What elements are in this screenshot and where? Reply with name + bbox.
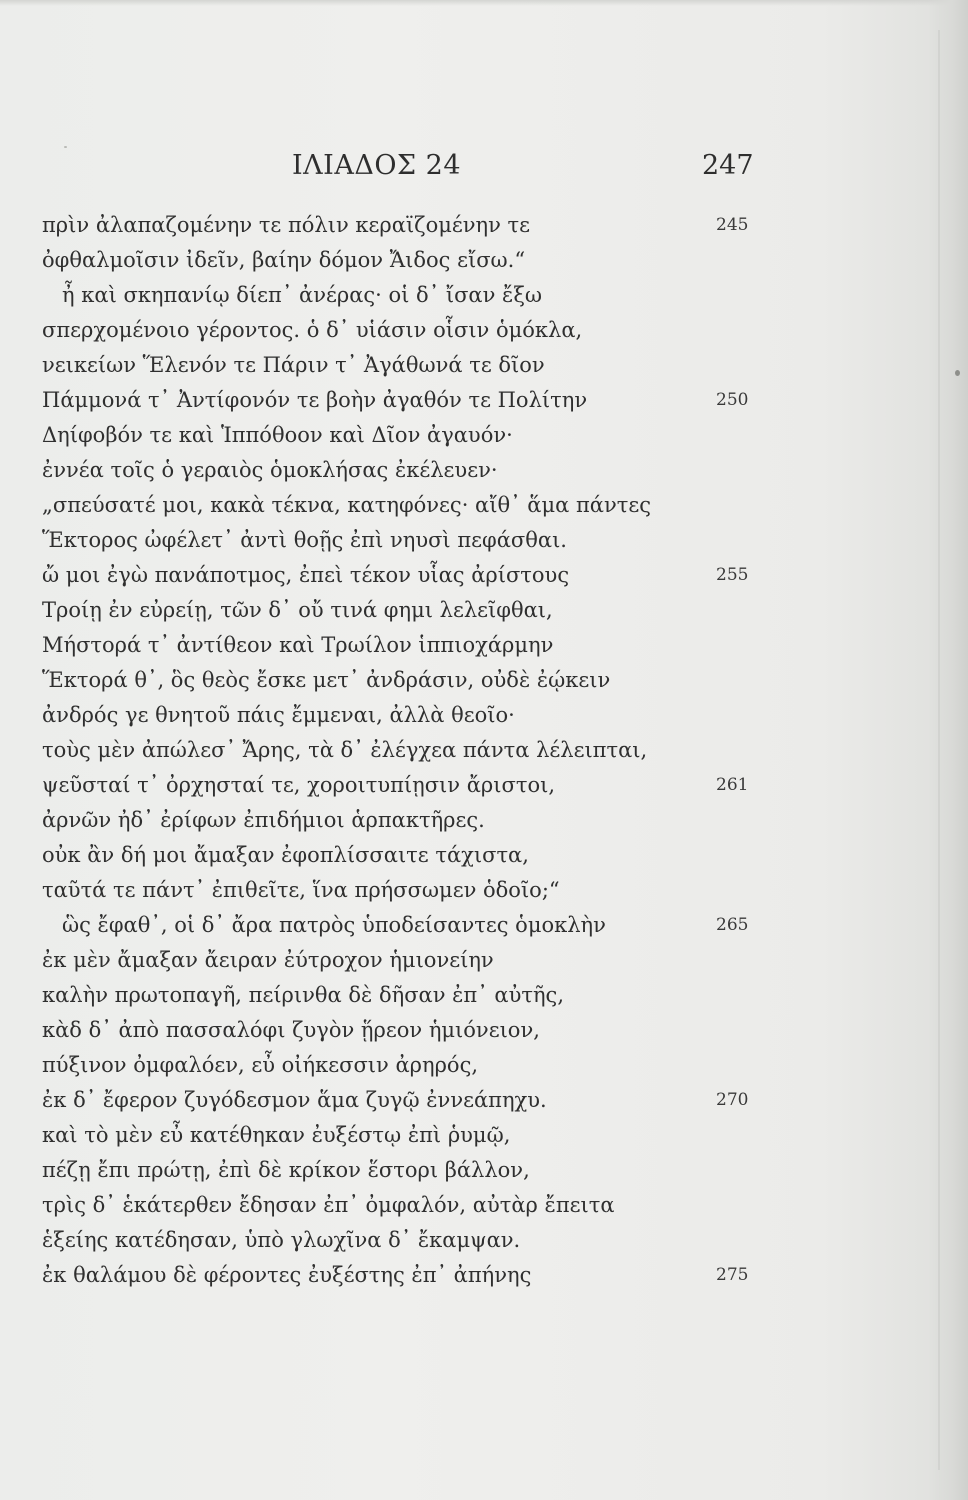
page-header <box>0 150 968 186</box>
line-number: 265 <box>716 915 749 935</box>
verse-line <box>42 733 902 768</box>
verse-text: Μήστορά τ᾽ ἀντίθεον καὶ Τρωίλον ἱππιοχάρμην <box>42 633 554 657</box>
verse-text: Ἕκτορος ὠφέλετ᾽ ἀντὶ θοῇς ἐπὶ νηυσὶ πεφάσθαι. <box>42 528 567 552</box>
verse-text: ἐκ μὲν ἄμαξαν ἄειραν ἐύτροχον ἡμιονείην <box>42 948 494 972</box>
verse-text: καλὴν πρωτοπαγῆ, πείρινθα δὲ δῆσαν ἐπ᾽ αὐτῆς, <box>42 983 564 1007</box>
verse-text: ταῦτά τε πάντ᾽ ἐπιθεῖτε, ἵνα πρήσσωμεν ὁδοῖο;“ <box>42 878 560 902</box>
verse-text: κὰδ δ᾽ ἀπὸ πασσαλόφι ζυγὸν ᾕρεον ἡμιόνειον, <box>42 1018 540 1042</box>
line-number: 245 <box>716 215 749 235</box>
verse-text: σπερχομένοιο γέροντος. ὁ δ᾽ υἱάσιν οἷσιν ὁμόκλα, <box>42 318 583 342</box>
verse-text: καὶ τὸ μὲν εὖ κατέθηκαν ἐυξέστῳ ἐπὶ ῥυμῷ, <box>42 1123 511 1147</box>
verse-line <box>42 698 902 733</box>
verse-line <box>42 1048 902 1083</box>
page-top-edge <box>0 0 968 6</box>
verse-text: πέζῃ ἔπι πρώτῃ, ἐπὶ δὲ κρίκον ἕστορι βάλλον, <box>42 1158 530 1182</box>
verse-line <box>42 348 902 383</box>
verse-text: ψεῦσταί τ᾽ ὀρχησταί τε, χοροιτυπίῃσιν ἄριστοι, <box>42 773 556 797</box>
verse-line <box>42 873 902 908</box>
verse-text: τοὺς μὲν ἀπώλεσ᾽ Ἄρης, τὰ δ᾽ ἐλέγχεα πάντα λέλειπται, <box>42 738 648 762</box>
verse-text: ἑξείης κατέδησαν, ὑπὸ γλωχῖνα δ᾽ ἔκαμψαν. <box>42 1228 521 1252</box>
verse-text: οὐκ ἂν δή μοι ἄμαξαν ἐφοπλίσσαιτε τάχιστα, <box>42 843 529 867</box>
verse-line <box>42 383 902 418</box>
verse-text: ἦ καὶ σκηπανίῳ δίεπ᾽ ἀνέρας· οἱ δ᾽ ἴσαν ἔξω <box>62 283 543 307</box>
verse-line <box>42 803 902 838</box>
verse-text: Δηίφοβόν τε καὶ Ἱππόθοον καὶ Δῖον ἀγαυόν· <box>42 423 513 447</box>
verse-text: ἀρνῶν ἠδ᾽ ἐρίφων ἐπιδήμιοι ἁρπακτῆρες. <box>42 808 485 832</box>
verse-line <box>42 768 902 803</box>
verse-line <box>42 453 902 488</box>
verse-text: ἐννέα τοῖς ὁ γεραιὸς ὁμοκλήσας ἐκέλευεν· <box>42 458 498 482</box>
page-right-edge <box>928 0 968 1500</box>
verse-line <box>42 1258 902 1293</box>
verse-line <box>42 978 902 1013</box>
verse-text: ὀφθαλμοῖσιν ἰδεῖν, βαίην δόμον Ἄιδος εἴσω.“ <box>42 248 526 272</box>
verse-line <box>42 1188 902 1223</box>
verse-text: ὤ μοι ἐγὼ πανάποτμος, ἐπεὶ τέκον υἷας ἀρίστους <box>42 563 570 587</box>
verse-line <box>42 1223 902 1258</box>
verse-line <box>42 278 902 313</box>
verse-line <box>42 488 902 523</box>
verse-text: τρὶς δ᾽ ἑκάτερθεν ἔδησαν ἐπ᾽ ὀμφαλόν, αὐτὰρ ἔπειτα <box>42 1193 615 1217</box>
verse-text: Ἕκτορά θ᾽, ὃς θεὸς ἔσκε μετ᾽ ἀνδράσιν, οὐδὲ ἐῴκειν <box>42 668 611 692</box>
line-number: 261 <box>716 775 749 795</box>
verse-text: ἐκ δ᾽ ἔφερον ζυγόδεσμον ἅμα ζυγῷ ἐννεάπηχυ. <box>42 1088 547 1112</box>
verse-line <box>42 313 902 348</box>
line-number: 275 <box>716 1265 749 1285</box>
verse-text: νεικείων Ἕλενόν τε Πάριν τ᾽ Ἀγάθωνά τε δῖον <box>42 353 545 377</box>
verse-block <box>42 208 902 1293</box>
verse-line <box>42 418 902 453</box>
verse-line <box>42 1153 902 1188</box>
verse-line <box>42 523 902 558</box>
line-number: 255 <box>716 565 749 585</box>
paper-speck <box>64 146 67 148</box>
verse-text: πύξινον ὀμφαλόεν, εὖ οἰήκεσσιν ἀρηρός, <box>42 1053 479 1077</box>
verse-line <box>42 208 902 243</box>
verse-line <box>42 908 902 943</box>
verse-line <box>42 628 902 663</box>
verse-line <box>42 1118 902 1153</box>
verse-line <box>42 593 902 628</box>
verse-text: πρὶν ἀλαπαζομένην τε πόλιν κεραϊζομένην τε <box>42 213 531 237</box>
line-number: 270 <box>716 1090 749 1110</box>
verse-text: ἐκ θαλάμου δὲ φέροντες ἐυξέστης ἐπ᾽ ἀπήνης <box>42 1263 532 1287</box>
running-title: ΙΛΙΑΔΟΣ 24 <box>292 150 461 181</box>
verse-line <box>42 1013 902 1048</box>
page-number: 247 <box>702 150 754 181</box>
verse-text: „σπεύσατέ μοι, κακὰ τέκνα, κατηφόνες· αἴθ᾽ ἅμα πάντες <box>42 493 651 517</box>
page-fold-line <box>938 30 940 1470</box>
verse-line <box>42 838 902 873</box>
verse-text: Πάμμονά τ᾽ Ἀντίφονόν τε βοὴν ἀγαθόν τε Πολίτην <box>42 388 588 412</box>
verse-line <box>42 1083 902 1118</box>
verse-line <box>42 663 902 698</box>
verse-text: ὣς ἔφαθ᾽, οἱ δ᾽ ἄρα πατρὸς ὑποδείσαντες ὁμοκλὴν <box>62 913 606 937</box>
verse-line <box>42 243 902 278</box>
verse-line <box>42 558 902 593</box>
line-number: 250 <box>716 390 749 410</box>
verse-line <box>42 943 902 978</box>
verse-text: Τροίῃ ἐν εὐρείῃ, τῶν δ᾽ οὔ τινά φημι λελεῖφθαι, <box>42 598 553 622</box>
paper-speck <box>955 370 960 376</box>
verse-text: ἀνδρός γε θνητοῦ πάις ἔμμεναι, ἀλλὰ θεοῖο· <box>42 703 515 727</box>
